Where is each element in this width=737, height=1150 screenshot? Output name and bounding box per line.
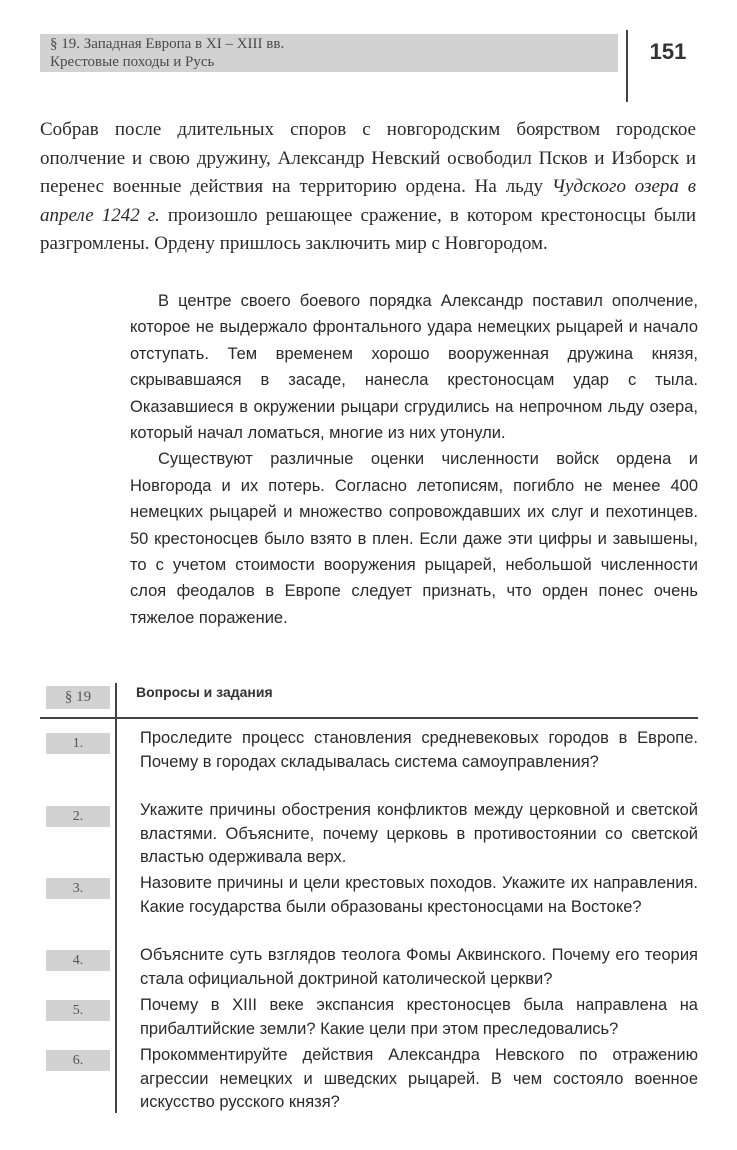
question-number: 6. xyxy=(46,1050,110,1071)
section-tag: § 19 xyxy=(46,686,110,709)
question-text: Назовите причины и цели крестовых походов. Укажите их направления. Какие государства были образованы крестоносцами на Востоке? xyxy=(140,874,698,916)
question-number: 2. xyxy=(46,806,110,827)
question-text: Укажите причины обострения конфликтов между церковной и светской властями. Объясните, почему церковь в противостоянии со светской властью одерживала верх. xyxy=(140,801,698,866)
question-number: 5. xyxy=(46,1000,110,1021)
detail-paragraph-battle: В центре своего боевого порядка Александр поставил ополчение, которое не выдержало фронтального удара немецких рыцарей и начало отступать. Тем временем хорошо вооруженная дружина князя, скрывавшаяся в засаде, нанесла крестоносцам удар с тыла. Оказавшиеся в окружении рыцари сгрудились на непрочном льду озера, который начал ломаться, многие из них утонули. xyxy=(130,292,698,443)
header-section-subtitle: Крестовые походы и Русь xyxy=(50,54,215,70)
question-text: Почему в XIII веке экспансия крестоносцев была направлена на прибалтийские земли? Какие цели при этом преследовались? xyxy=(140,996,698,1038)
questions-title: Вопросы и задания xyxy=(136,684,273,700)
header-section-title: § 19. Западная Европа в XI – XIII вв. xyxy=(50,36,285,52)
intro-text-start: Собрав после длительных споров с новгородским боярством городское ополчение и свою дружину, Александр Невский освободил Псков и Изборск и перенес военные действия на территорию ордена. На льду xyxy=(40,119,696,197)
question-number: 1. xyxy=(46,733,110,754)
question-number: 4. xyxy=(46,950,110,971)
intro-italic-phrase: Чудского озера в апреле 1242 г. xyxy=(40,176,696,226)
question-text: Прокомментируйте действия Александра Невского по отражению агрессии немецких и шведских рыцарей. В чем состояло военное искусство русского князя? xyxy=(140,1046,698,1111)
running-header xyxy=(40,34,618,72)
question-text: Проследите процесс становления средневековых городов в Европе. Почему в городах складывалась система самоуправления? xyxy=(140,729,698,771)
question-number: 3. xyxy=(46,878,110,899)
question-text: Объясните суть взглядов теолога Фомы Аквинского. Почему его теория стала официальной доктриной католической церкви? xyxy=(140,946,698,988)
detail-paragraph-losses: Существуют различные оценки численности войск ордена и Новгорода и их потерь. Согласно летописям, погибло не менее 400 немецких рыцарей и множество сопровождавших их слуг и пехотинцев. 50 крестоносцев было взято в плен. Если даже эти цифры и завышены, то с учетом стоимости вооружения рыцарей, небольшой численности слоя феодалов в Европе следует признать, что орден понес очень тяжелое поражение. xyxy=(130,450,698,627)
questions-vertical-rule xyxy=(115,683,117,1113)
intro-text-end: произошло решающее сражение, в котором крестоносцы были разгромлены. Ордену пришлось заключить мир с Новгородом. xyxy=(40,204,696,254)
header-divider xyxy=(626,30,628,102)
detail-block xyxy=(130,288,698,631)
page-number: 151 xyxy=(649,39,687,64)
questions-horizontal-rule xyxy=(40,717,698,719)
intro-paragraph xyxy=(40,116,696,259)
